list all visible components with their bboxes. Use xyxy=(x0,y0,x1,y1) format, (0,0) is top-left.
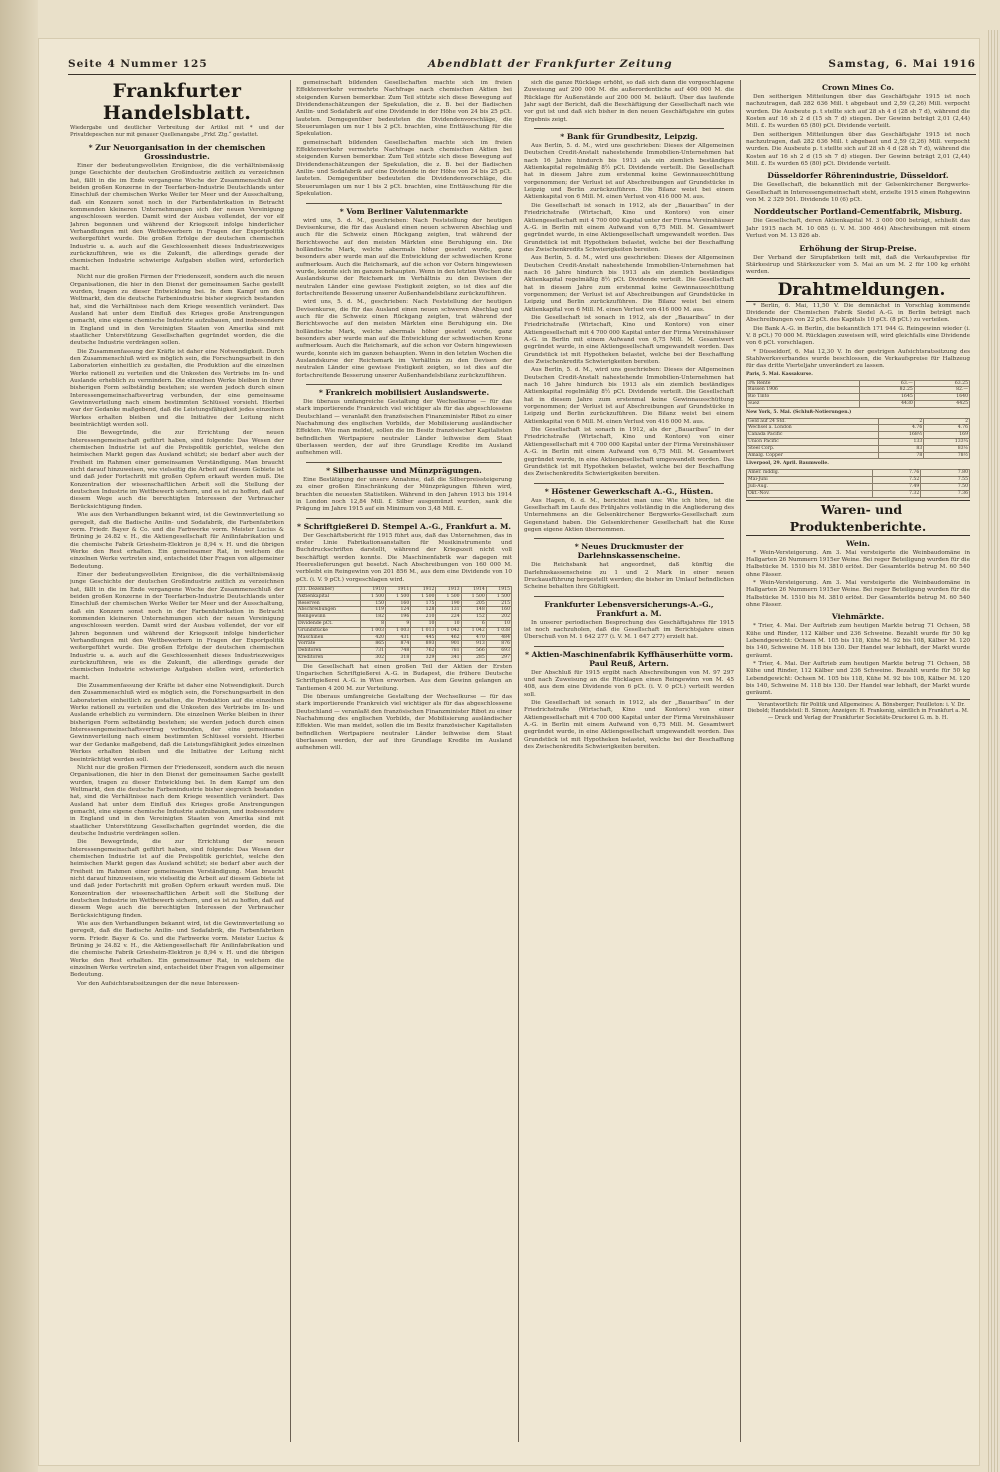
table-row xyxy=(747,452,970,459)
liverpool-cotton-table xyxy=(746,469,970,497)
table-cell: 470 xyxy=(461,634,486,641)
table-header-cell: 1914 xyxy=(461,586,486,593)
article-paragraph: Wie aus den Verhandlungen bekannt wird, ist die Gewinnverteilung so geregelt, daß die Badische Anilin- und Sodafabrik, die Farbenfabriken vorm. Friedr. Bayer & Co. und die Farbwerke vorm. Meister Lucius & Brüning je 24.82 v. H., die Aktiengesellschaft für Anilinfabrikation und die chemische Fabrik Griesheim-Elektron je 8,94 v. H. und die übrigen Werke den Rest erhalten. Ein gemeinsamer Rat, in welchem die einzelnen Werke vertreten sind, entscheidet über Fragen von allgemeiner Bedeutung. xyxy=(70,512,284,570)
article-paragraph: Der Abschluß für 1915 ergibt nach Abschreibungen von M. 97 297 und nach Zuweisung an die Rücklagen einen Reingewinn von M. 45 408, aus dem eine Dividende von 6 pCt. (i. V. 0 pCt.) verteilt werden soll. xyxy=(524,669,734,698)
table-cell: 431 xyxy=(386,634,411,641)
table-cell: Maschinen xyxy=(297,634,361,641)
article-divider xyxy=(534,483,724,484)
article-paragraph: Die Reichsbank hat angeordnet, daß künftig die Darlehnskassenscheine zu 1 und 2 Mark in einer neuen Druckausführung hergestellt werden; die bisher im Umlauf befindlichen Scheine behalten ihre Gültigkeit. xyxy=(524,562,734,591)
article-paragraph: Die überaus umfangreiche Gestaltung der Wechselkurse — für das stark importierende Frankreich viel wichtiger als für das abgeschlossene Deutschland — veranlaßt den französischen Finanzminister Ribot zu einer Nachahmung des englischen Vorbilds, der Mobilisierung ausländischer Effekten. Wie man meldet, sollen die im Besitz französischer Kapitalisten befindlichen Wertpapiere neutraler Länder leihweise dem Staat überlassen werden, der auf ihre Grundlage Kredite im Ausland aufnehmen will. xyxy=(296,399,512,457)
table-row xyxy=(747,490,970,497)
table-cell: 190 xyxy=(436,600,461,607)
table-cell: 1 500 xyxy=(461,593,486,600)
table-row xyxy=(297,600,512,607)
table-cell: Mai-Juni xyxy=(747,477,873,484)
article-paragraph: Die Zusammenfassung der Kräfte ist daher eine Notwendigkeit. Durch den Zusammenschluß wird es möglich sein, die Forschungsarbeit in den Laboratorien einheitlich zu gestalten, die Produktion auf die einzelnen Werke rationell zu verteilen und die Unkosten des Vertriebs im In- und Auslande erheblich zu vermindern. Die einzelnen Werke bleiben in ihrer bisherigen Form selbständig bestehen; sie werden jedoch durch einen Interessengemeinschaftsvertrag verbunden, der eine gemeinsame Gewinnverteilung nach einem bestimmten Schlüssel vorsieht. Hierbei war der Gedanke maßgebend, daß die Leistungsfähigkeit jedes einzelnen Werkes erhalten bleiben und die Initiative der Leitung nicht beeinträchtigt werden soll. xyxy=(70,683,284,763)
table-cell: 169 xyxy=(924,432,970,439)
table-cell: 1 500 xyxy=(386,593,411,600)
table-row xyxy=(747,387,970,394)
article-paragraph: Die Zusammenfassung der Kräfte ist daher eine Notwendigkeit. Durch den Zusammenschluß wird es möglich sein, die Forschungsarbeit in den Laboratorien einheitlich zu gestalten, die Produktion auf die einzelnen Werke rationell zu verteilen und die Unkosten des Vertriebs im In- und Auslande erheblich zu vermindern. Die einzelnen Werke bleiben in ihrer bisherigen Form selbständig bestehen; sie werden jedoch durch einen Interessengemeinschaftsvertrag verbunden, der eine gemeinsame Gewinnverteilung nach einem bestimmten Schlüssel vorsieht. Hierbei war der Gedanke maßgebend, daß die Leistungsfähigkeit jedes einzelnen Werkes erhalten bleiben und die Initiative der Leitung nicht beeinträchtigt werden soll. xyxy=(70,348,284,429)
table-cell: 1 500 xyxy=(411,593,436,600)
table-cell: 762 xyxy=(411,648,436,655)
market-title: Liverpool, 29. April. Baumwolle. xyxy=(746,461,829,467)
article-paragraph: Der Geschäftsbericht für 1915 führt aus, daß das Unternehmen, das in erster Linie Fabrikationsanstalten für Musikinstrumente und Buchdruckschriften darstellt, während der Kriegszeit nicht voll beschäftigt werden konnte. Die Maschinenfabrik war dagegen mit Heereslieferungen gut besetzt. Nach Abschreibungen von 160 000 M. verbleibt ein Reingewinn von 201 856 M., aus dem eine Dividende von 10 pCt. (i. V. 9 pCt.) vorgeschlagen wird. xyxy=(296,532,512,583)
table-row xyxy=(747,425,970,432)
book-binding xyxy=(0,0,38,1472)
table-cell: 731 xyxy=(360,648,385,655)
table-cell: 1645 xyxy=(859,394,914,401)
newspaper-title: Abendblatt der Frankfurter Zeitung xyxy=(428,58,673,70)
table-cell: Reingewinn xyxy=(297,614,361,621)
table-cell: 7.49 xyxy=(872,483,921,490)
table-cell: Rio Tinto xyxy=(747,394,860,401)
table-cell: Dividende pCt. xyxy=(297,620,361,627)
table-cell: 196 xyxy=(386,614,411,621)
table-cell: 6 xyxy=(461,620,486,627)
table-header-cell: 1911 xyxy=(386,586,411,593)
article-paragraph: Einer der bedeutungsvollsten Ereignisse, die die verhältnismässig junge Geschichte der deutschen Großindustrie zeitlich zu verzeichnen hat, fällt in die im Ende vergangene Woche der Zusammenschluß der beiden großen Konzerne in der Teerfarben-Industrie Deutschlands unter Einschluß der chemischen Werke Weiler ter Meer und der Ausschaltung, daß ein Konzern sonst noch in der Farbenfabrikation in Betracht kommenden kleineren Unternehmungen sich der neuen Vereinigung angeschlossen werden. Damit wird der Ausbau vollendet, der vor elf Jahren begonnen und während der Kriegszeit infolge hinderlicher Verhandlungen mit den Wettbewerbern in Fragen der Exportpolitik weitergeführt wurde. Die großen Erfolge der deutschen chemischen Industrie u. a. auch auf die Geschlossenheit dieses Industriezweiges zurückzuführen, wie es die Zukunft, die allerdings gerade der chemischen Industrie schwierige Aufgaben stellen wird, erforderlich macht. xyxy=(70,571,284,681)
table-cell: Russen 1906 xyxy=(747,387,860,394)
article-paragraph: Aus Hagen, 6. d. M., berichtet man uns: Wie ich höre, ist die Gesellschaft im Laufe des Frühjahrs vollständig in die Angliederung des Unternehmens an die Gelsenkirchener Bergwerks-Gesellschaft zum Gegenstand haben. Die Gelsenkirchener Gesellschaft hat die Kuxe gegen eigene Aktien übernommen. xyxy=(524,497,734,533)
page-edge xyxy=(988,30,1000,1472)
article-divider xyxy=(534,538,724,539)
table-cell: Abschreibungen xyxy=(297,607,361,614)
article-heading: * Aktien-Maschinenfabrik Kyffhäuserhütte vorm. Paul Reuß, Artern. xyxy=(524,649,734,668)
table-cell: 133 xyxy=(878,439,924,446)
table-cell: 210 xyxy=(411,614,436,621)
table-cell: Grundstücke xyxy=(297,627,361,634)
article-paragraph: Eine Bestätigung der unsere Annahme, daß die Silberpreissteigerung zu einer großen Einschränkung der Münzprägungen führen wird, brachten die neuesten Statistiken. Während in den Jahren 1913 bis 1914 in London noch 12,84 Mill. £ Silber ausgemünzt wurden, sank die Prägung im Jahre 1915 auf ein Minimum von 3,48 Mill. £. xyxy=(296,476,512,513)
table-cell: 215 xyxy=(486,600,511,607)
table-cell: 83⅛ xyxy=(924,445,970,452)
table-cell: 78½ xyxy=(924,452,970,459)
table-cell: 10 xyxy=(486,620,511,627)
imprint-footer: Verantwortlich: für Politik und Allgemeines: A. Bönsberger; Feuilleton: i. V. Dr. Diebold; Handelsteil: B. Simon; Anzeigen: H. Frankenig, sämtlich in Frankfurt a. M. — Druck und Verlag der Frankfurter Societäts-Druckerei G. m. b. H. xyxy=(746,699,970,722)
section-heading-warenberichte: Waren- und Produktenberichte. xyxy=(746,500,970,536)
table-cell: 2 xyxy=(924,418,970,425)
table-header-row xyxy=(297,586,512,593)
table-header-cell: 1910 xyxy=(360,586,385,593)
table-cell: 781 xyxy=(436,648,461,655)
table-cell: 297 xyxy=(486,654,511,661)
table-cell: 124 xyxy=(386,607,411,614)
table-cell: 2 xyxy=(878,418,924,425)
table-header-cell: 1915 xyxy=(486,586,511,593)
article-paragraph: Die Bewegründe, die zur Errichtung der neuen Interessengemeinschaft geführt haben, sind folgende: Das Wesen der chemischen Industrie ist auf die Preispolitik gerichtet, welche den heimischen Markt gegen das Ausland schützt; sie bedarf aber auch der Freiheit im Rahmen einer gemeinsamen Verständigung. Man braucht nicht darauf hinzuweisen, wie vielseitig die Arbeit auf diesem Gebiete ist und daß jeder Fortschritt mit großen Opfern erkauft werden muß. Die Konzentration der wissenschaftlichen Arbeit soll die Stellung der deutschen Industrie im Wettbewerb sichern, und es ist zu hoffen, daß auf diesem Wege auch die berechtigten Interessen der Verbraucher Berücksichtigung finden. xyxy=(70,430,284,510)
table-cell: Union Pacific xyxy=(747,439,879,446)
table-cell: 83 xyxy=(878,445,924,452)
table-cell: 133¼ xyxy=(924,439,970,446)
table-row xyxy=(297,641,512,648)
table-cell: 8 xyxy=(360,620,385,627)
table-cell: 7.76 xyxy=(872,470,921,477)
table-cell: 202 xyxy=(486,614,511,621)
table-cell: 3% Rente xyxy=(747,380,860,387)
table-cell: Aktienkapital xyxy=(297,593,361,600)
table-row xyxy=(297,593,512,600)
article-paragraph: Die Gesellschaft ist sonach in 1912, als der „Bauaribau“ in der Friedrichstraße (Wirtschaft, Kino und Kontore) von einer Aktiengesellschaft mit 4 700 000 Kapital unter der Firma Vereinshäuser A.-G. in Berlin mit einem Aufwand von 6,75 Mill. M. Gesamtwert gegründet wurde, in eine Aktiengesellschaft umgewandelt worden. Das Grundstück ist mit Hypotheken belastet, welche bei der Beschaffung des Zwischenkredits Schwierigkeiten bereiten. xyxy=(524,314,734,366)
table-cell: 1 500 xyxy=(360,593,385,600)
table-cell: Debitoren xyxy=(297,648,361,655)
article-heading: Crown Mines Co. xyxy=(822,83,894,92)
table-cell: Wechsel a. London xyxy=(747,425,879,432)
table-cell: 1640 xyxy=(914,394,969,401)
table-cell: 9 xyxy=(386,620,411,627)
table-cell: 341 xyxy=(436,654,461,661)
table-cell: 748 xyxy=(386,648,411,655)
table-row xyxy=(297,620,512,627)
table-row xyxy=(747,470,970,477)
table-cell: 1 003 xyxy=(386,627,411,634)
table-cell: 205 xyxy=(461,600,486,607)
article-heading: Erhöhung der Sirup-Preise. xyxy=(799,243,917,253)
table-cell: 420 xyxy=(360,634,385,641)
table-cell: Steel Corp. xyxy=(747,445,879,452)
table-cell: 876 xyxy=(486,641,511,648)
article-heading: * Frankreich mobilisiert Auslandswerte. xyxy=(318,388,490,398)
article-heading: * Neues Druckmuster der Darlehnskassenscheine. xyxy=(574,542,684,561)
table-cell: 7.50 xyxy=(921,483,970,490)
paris-quotes-table xyxy=(746,380,970,408)
table-cell: Juli-Aug. xyxy=(747,483,873,490)
article-heading: Düsseldorfer Röhrenindustrie, Düsseldorf. xyxy=(767,171,949,181)
article-paragraph: Nicht nur die großen Firmen der Friedenszeit, sondern auch die neuen Organisationen, die hier in den Dienst der gemeinsamen Sache gestellt wurden, tragen zu dieser Entwicklung bei. In dem Kampf um den Weltmarkt, den die deutsche Farbenindustrie bisher siegreich bestanden hat, sind die Verhältnisse nach dem Kriege wesentlich verändert. Das Ausland hat unter dem Einfluß des Krieges große Anstrengungen gemacht, eine eigene chemische Industrie aufzubauen, und insbesondere in England und in den Vereinigten Staaten von Amerika sind mit staatlicher Unterstützung Gesellschaften gegründet worden, die die deutsche Industrie verdrängen sollen. xyxy=(70,274,284,347)
article-heading: * Bank für Grundbesitz, Leipzig. xyxy=(560,132,698,142)
newyork-quotes-table xyxy=(746,418,970,460)
table-cell: 10 xyxy=(411,620,436,627)
market-title: New York, 5. Mai. (Schluß-Notierungen.) xyxy=(746,409,852,415)
table-cell: 285 xyxy=(461,654,486,661)
table-cell: 78 xyxy=(878,452,924,459)
table-cell: 484 xyxy=(486,634,511,641)
table-row xyxy=(747,418,970,425)
table-cell: Reserven xyxy=(297,600,361,607)
article-heading: * Schriftgießerei D. Stempel A.-G., Frankfurt a. M. xyxy=(296,521,511,531)
article-heading: * Silberhausse und Münzprägungen. xyxy=(326,465,482,475)
article-paragraph: * Berlin, 6. Mai, 11,50 V. Die demnächst in Vorschlag kommende Dividende der Chemischen Fabrik Siedel A.-G. in Berlin beträgt nach Abschreibungen von 22 pCt. des Kapitals 10 pCt. (8 pCt.) zu verteilen. xyxy=(746,302,970,324)
table-row xyxy=(297,614,512,621)
article-paragraph: Die Bank A.-G. in Berlin, die bekanntlich 171 944 G. Reingewinn wieder (i. V. 8 pCt.) 70 000 M. Rücklagen zuweisen will, wird gleichfalls eine Dividende von 6 pCt. vorschlagen. xyxy=(746,325,970,347)
table-cell: 4.76 xyxy=(878,425,924,432)
article-paragraph: Aus Berlin, 5. d. M., wird uns geschrieben: Dieses der Allgemeinen Deutschen Credit-Anstalt nahestehende Immobilien-Unternehmen hat nach 16 Jahre hindurch bis 1913 als ein ziemlich beständiges Aktienkapital regelmäßig 8½ pCt. Dividende verteilt. Die Gesellschaft hat in diesem Jahre zum erstenmal keine Gewinnausschüttung vorgenommen; der Verlust ist auf Abschreibungen auf Grundstücke in Leipzig und Berlin zurückzuführen. Die Bilanz weist bei einem Aktienkapital von 6 Mill. M. einen Verlust von 416 000 M. aus. xyxy=(524,143,734,201)
table-cell: 160 xyxy=(486,607,511,614)
balance-table xyxy=(296,586,512,662)
table-row xyxy=(297,627,512,634)
table-cell: Suez xyxy=(747,400,860,407)
table-row xyxy=(747,445,970,452)
table-cell: 82.25 xyxy=(859,387,914,394)
table-cell: 329 xyxy=(411,654,436,661)
table-cell: 1 003 xyxy=(360,627,385,634)
column-rule xyxy=(740,80,741,1442)
table-cell: 128 xyxy=(411,607,436,614)
table-cell: 1 013 xyxy=(411,627,436,634)
article-paragraph: Die Gesellschaft, die bekanntlich mit der Gelsenkirchener Bergwerks-Gesellschaft in Interessengemeinschaft steht, erzielte 1915 einen Rohgewinn von M. 2 329 501. Dividende 10 (6) pCt. xyxy=(746,182,970,204)
article-divider xyxy=(306,384,502,385)
table-cell: 901 xyxy=(436,641,461,648)
table-cell: 1 042 xyxy=(461,627,486,634)
article-paragraph: Den seitherigen Mitteilungen über das Geschäftsjahr 1915 ist noch nachzutragen, daß 282 636 Mill. t abgebaut und 2,59 (2,26) Mill. verpocht wurden. Die Ausbeute p. t stellte sich auf 28 sh 4 d (28 sh 7 d), während die Kosten auf 16 sh 2 d (15 sh 7 d) stiegen. Der Gewinn beträgt 2,01 (2,44) Mill. £. Es wurden 65 (80) pCt. Dividende verteilt. xyxy=(746,131,970,168)
table-cell: 566 xyxy=(461,648,486,655)
table-cell: 693 xyxy=(486,648,511,655)
article-heading: Norddeutscher Portland-Cementfabrik, Misburg. xyxy=(753,207,963,217)
article-paragraph: Einer der bedeutungsvollsten Ereignisse, die die verhältnismässig junge Geschichte der deutschen Großindustrie zeitlich zu verzeichnen hat, fällt in die im Ende vergangene Woche der Zusammenschluß der beiden großen Konzerne in der Teerfarben-Industrie Deutschlands unter Einschluß der chemischen Werke Weiler ter Meer und der Ausschaltung, daß ein Konzern sonst noch in der Farbenfabrikation in Betracht kommenden kleineren Unternehmungen sich der neuen Vereinigung angeschlossen werden. Damit wird der Ausbau vollendet, der vor elf Jahren begonnen und während der Kriegszeit infolge hinderlicher Verhandlungen mit den Wettbewerbern in Fragen der Exportpolitik weitergeführt wurde. Die großen Erfolge der deutschen chemischen Industrie u. a. auch auf die Geschlossenheit dieses Industriezweiges zurückzuführen, wie es die Zukunft, die allerdings gerade der chemischen Industrie schwierige Aufgaben stellen wird, erforderlich macht. xyxy=(70,163,284,272)
table-body xyxy=(297,593,512,661)
table-cell: 150 xyxy=(360,600,385,607)
table-row xyxy=(747,400,970,407)
table-header-cell: 1912 xyxy=(411,586,436,593)
table-cell: Amalg. Copper xyxy=(747,452,879,459)
section-masthead: Frankfurter Handelsblatt. xyxy=(102,80,252,124)
article-divider xyxy=(306,203,502,204)
table-header-cell: (31. Dezember) xyxy=(297,586,361,593)
article-paragraph: Wie aus den Verhandlungen bekannt wird, ist die Gewinnverteilung so geregelt, daß die Badische Anilin- und Sodafabrik, die Farbenfabriken vorm. Friedr. Bayer & Co. und die Farbwerke vorm. Meister Lucius & Brüning je 24.82 v. H., die Aktiengesellschaft für Anilinfabrikation und die chemische Fabrik Griesheim-Elektron je 8,94 v. H. und die übrigen Werke den Rest erhalten. Ein gemeinsamer Rat, in welchem die einzelnen Werke vertreten sind, entscheidet über Fragen von allgemeiner Bedeutung. xyxy=(70,921,284,979)
article-paragraph: Der Verband der Sirupfabriken teilt mit, daß die Verkaufspreise für Stärkesirup und Stärkezucker vom 5. Mai an um M. 2 für 100 kg erhöht werden. xyxy=(746,254,970,276)
article-paragraph: Die Bewegründe, die zur Errichtung der neuen Interessengemeinschaft geführt haben, sind folgende: Das Wesen der chemischen Industrie ist auf die Preispolitik gerichtet, welche den heimischen Markt gegen das Ausland schützt; sie bedarf aber auch der Freiheit im Rahmen einer gemeinsamen Verständigung. Man braucht nicht darauf hinzuweisen, wie vielseitig die Arbeit auf diesem Gebiete ist und daß jeder Fortschritt mit großen Opfern erkauft werden muß. Die Konzentration der wissenschaftlichen Arbeit soll die Stellung der deutschen Industrie im Wettbewerb sichern, und es ist zu hoffen, daß auf diesem Wege auch die berechtigten Interessen der Verbraucher Berücksichtigung finden. xyxy=(70,839,284,919)
table-row xyxy=(297,634,512,641)
article-heading: * Höstener Gewerkschaft A.-G., Hüsten. xyxy=(544,486,714,496)
table-cell: 302 xyxy=(360,654,385,661)
article-paragraph: wird uns, 5. d. M., geschrieben: Nach Feststellung der heutigen Devisenkurse, die für das Ausland einen neuen schweren Abschlag und auch für die Schweiz einen Rückgang zeigten, trat während der Berichtswoche auf den meisten Märkten eine Beruhigung ein. Die holländische Mark, welche abermals höher gesetzt wurde, ganz besonders aber wurde man auf die Entwicklung der schwedischen Krone aufmerksam. Auch die Reichsmark, auf die schon vor Ostern hingewiesen wurde, konnte sich im ganzen behaupten. Wenn in den letzten Wochen die Auslandskurse der Reichsmark im Verhältnis zu den Devisen der neutralen Länder eine gewisse Festigkeit zeigten, so ist dies auf die fortschreitende Besserung unserer Außenhandelsbilanz zurückzuführen. xyxy=(296,299,512,379)
article-paragraph: gemeinschaft bildenden Gesellschaften machte sich im freien Effektenverkehr vermehrte Nachfrage nach chemischen Aktien bei steigenden Kursen bemerkbar. Zum Teil stützte sich diese Bewegung auf Dividendenschätzungen der Spekulation, die z. B. bei der Badischen Anilin- und Sodafabrik auf eine Dividende in der Höhe von 24 bis 25 pCt. lauteten. Demgegenüber bedeuteten die Dividendenvorschläge, die Steuerumlagen um nur 1 bis 2 pCt. brachten, eine Enttäuschung für die Spekulation. xyxy=(296,80,512,138)
article-heading: Frankfurter Lebensversicherungs-A.-G., Frankfurt a. M. xyxy=(544,599,714,618)
table-cell: 1 500 xyxy=(436,593,461,600)
table-row xyxy=(297,648,512,655)
table-cell: 1 500 xyxy=(486,593,511,600)
article-divider xyxy=(534,128,724,129)
table-cell: 168½ xyxy=(878,432,924,439)
article-paragraph: * Wein-Versteigerung. Am 3. Mai versteigerte die Weinbaudomäne in Hallgarten 26 Nummern 1915er Weine. Bei reger Beteiligung wurden für die Halbstücke M. 1510 bis M. 3810 erlöst. Der Gesamterlös betrug M. 60 540 ohne Fässer. xyxy=(746,549,970,578)
table-cell: 4430 xyxy=(859,400,914,407)
article-paragraph: Vor den Aufsichtsratssitzungen der die neue Interessen- xyxy=(77,980,240,987)
article-paragraph: Die Gesellschaft ist sonach in 1912, als der „Bauaribau“ in der Friedrichstraße (Wirtschaft, Kino und Kontore) von einer Aktiengesellschaft mit 4 700 000 Kapital unter der Firma Vereinshäuser A.-G. in Berlin mit einem Aufwand von 6,75 Mill. M. Gesamtwert gegründet wurde, in eine Aktiengesellschaft umgewandelt worden. Das Grundstück ist mit Hypotheken belastet, welche bei der Beschaffung des Zwischenkredits Schwierigkeiten bereiten. xyxy=(524,427,734,478)
article-divider xyxy=(534,596,724,597)
article-paragraph: * Trier, 4. Mai. Der Auftrieb zum heutigen Markte betrug 71 Ochsen, 58 Kühe und Rinder, 112 Kälber und 236 Schweine. Bezahlt wurde für 50 kg Lebendgewicht: Ochsen M. 105 bis 118, Kühe M. 92 bis 108, Kälber M. 120 bis 140, Schweine M. 118 bis 130. Der Handel war lebhaft, der Markt wurde geräumt. xyxy=(746,660,970,697)
column-3 xyxy=(524,80,734,1442)
table-cell: Okt.-Nov. xyxy=(747,490,873,497)
article-paragraph: Aus Berlin, 5. d. M., wird uns geschrieben: Dieses der Allgemeinen Deutschen Credit-Anstalt nahestehende Immobilien-Unternehmen hat nach 16 Jahre hindurch bis 1913 als ein ziemlich beständiges Aktienkapital regelmäßig 8½ pCt. Dividende verteilt. Die Gesellschaft hat in diesem Jahre zum erstenmal keine Gewinnausschüttung vorgenommen; der Verlust ist auf Abschreibungen auf Grundstücke in Leipzig und Berlin zurückzuführen. Die Bilanz weist bei einem Aktienkapital von 6 Mill. M. einen Verlust von 416 000 M. aus. xyxy=(524,255,734,313)
table-cell: 4425 xyxy=(914,400,969,407)
table-cell: 119 xyxy=(360,607,385,614)
article-paragraph: wird uns, 5. d. M., geschrieben: Nach Feststellung der heutigen Devisenkurse, die für das Ausland einen neuen schweren Abschlag und auch für die Schweiz einen Rückgang zeigten, trat während der Berichtswoche auf den meisten Märkten eine Beruhigung ein. Die holländische Mark, welche abermals höher gesetzt wurde, ganz besonders aber wurde man auf die Entwicklung der schwedischen Krone aufmerksam. Auch die Reichsmark, auf die schon vor Ostern hingewiesen wurde, konnte sich im ganzen behaupten. Wenn in den letzten Wochen die Auslandskurse der Reichsmark im Verhältnis zu den Devisen der neutralen Länder eine gewisse Festigkeit zeigten, so ist dies auf die fortschreitende Besserung unserer Außenhandelsbilanz zurückzuführen. xyxy=(296,217,512,297)
table-cell: 893 xyxy=(411,641,436,648)
table-cell: 152 xyxy=(461,614,486,621)
table-cell: 462 xyxy=(436,634,461,641)
table-cell: 7.32 xyxy=(872,490,921,497)
article-paragraph: Die Gesellschaft ist sonach in 1912, als der „Bauaribau“ in der Friedrichstraße (Wirtschaft, Kino und Kontore) von einer Aktiengesellschaft mit 4 700 000 Kapital unter der Firma Vereinshäuser A.-G. in Berlin mit einem Aufwand von 6,75 Mill. M. Gesamtwert gegründet wurde, in eine Aktiengesellschaft umgewandelt worden. Das Grundstück ist mit Hypotheken belastet, welche bei der Beschaffung des Zwischenkredits Schwierigkeiten bereiten. xyxy=(524,202,734,253)
article-paragraph: Aus Berlin, 5. d. M., wird uns geschrieben: Dieses der Allgemeinen Deutschen Credit-Anstalt nahestehende Immobilien-Unternehmen hat nach 16 Jahre hindurch bis 1913 als ein ziemlich beständiges Aktienkapital regelmäßig 8½ pCt. Dividende verteilt. Die Gesellschaft hat in diesem Jahre zum erstenmal keine Gewinnausschüttung vorgenommen; der Verlust ist auf Abschreibungen auf Grundstücke in Leipzig und Berlin zurückzuführen. Die Bilanz weist bei einem Aktienkapital von 6 Mill. M. einen Verlust von 416 000 M. aus. xyxy=(524,367,734,425)
table-row xyxy=(747,380,970,387)
table-cell: 1 042 xyxy=(436,627,461,634)
table-cell: Vorräte xyxy=(297,641,361,648)
table-row xyxy=(747,483,970,490)
column-rule xyxy=(518,80,519,1442)
masthead-note: Wiedergabe und deutlicher Verbreitung der Artikel mit * und der Privatdepeschen nur mit genauer Quellenangabe „Frkf. Ztg.“ gestattet. xyxy=(70,125,284,138)
page-number: Seite 4 Nummer 125 xyxy=(68,58,208,70)
article-paragraph: Die Gesellschaft, deren Aktienkapital M. 3 000 000 beträgt, schließt das Jahr 1915 nach M. 10 085 (i. V. M. 300 464) Abschreibungen mit einem Verlust von M. 13 826 ab. xyxy=(746,218,970,240)
article-paragraph: Die Gesellschaft ist sonach in 1912, als der „Bauaribau“ in der Friedrichstraße (Wirtschaft, Kino und Kontore) von einer Aktiengesellschaft mit 4 700 000 Kapital unter der Firma Vereinshäuser A.-G. in Berlin mit einem Aufwand von 6,75 Mill. M. Gesamtwert gegründet wurde, in eine Aktiengesellschaft umgewandelt worden. Das Grundstück ist mit Hypotheken belastet, welche bei der Beschaffung des Zwischenkredits Schwierigkeiten bereiten. xyxy=(524,700,734,751)
table-row xyxy=(297,607,512,614)
table-cell: 10 xyxy=(436,620,461,627)
article-paragraph: Die überaus umfangreiche Gestaltung der Wechselkurse — für das stark importierende Frankreich viel wichtiger als für das abgeschlossene Deutschland — veranlaßt den französischen Finanzminister Ribot zu einer Nachahmung des englischen Vorbilds, der Mobilisierung ausländischer Effekten. Wie man meldet, sollen die im Besitz französischer Kapitalisten befindlichen Wertpapiere neutraler Länder leihweise dem Staat überlassen werden, der auf ihre Grundlage Kredite im Ausland aufnehmen will. xyxy=(296,694,512,752)
table-cell: 913 xyxy=(461,641,486,648)
table-cell: 131 xyxy=(436,607,461,614)
table-cell: 182 xyxy=(360,614,385,621)
table-cell: 865 xyxy=(360,641,385,648)
article-divider xyxy=(306,462,502,463)
table-cell: 7.36 xyxy=(921,490,970,497)
article-title: * Zur Neuorganisation in der chemischen Grossindustrie. xyxy=(88,143,266,161)
table-cell: 160 xyxy=(386,600,411,607)
table-row xyxy=(747,432,970,439)
column-4 xyxy=(746,80,970,1442)
column-1 xyxy=(70,80,284,1442)
article-paragraph: gemeinschaft bildenden Gesellschaften machte sich im freien Effektenverkehr vermehrte Nachfrage nach chemischen Aktien bei steigenden Kursen bemerkbar. Zum Teil stützte sich diese Bewegung auf Dividendenschätzungen der Spekulation, die z. B. bei der Badischen Anilin- und Sodafabrik auf eine Dividende in der Höhe von 24 bis 25 pCt. lauteten. Demgegenüber bedeuteten die Dividendenvorschläge, die Steuerumlagen um nur 1 bis 2 pCt. brachten, eine Enttäuschung für die Spekulation. xyxy=(296,139,512,198)
article-paragraph: Die Gesellschaft hat einen großen Teil der Aktien der Ersten Ungarischen Schriftgießerei A.-G. in Budapest, die frühere Deutsche Schriftgießerei A.-G. in Wien erworben. Aus dem Gewinn gelangen an Tantiemen 4 200 M. zur Verteilung. xyxy=(296,663,512,692)
article-paragraph: * Wein-Versteigerung. Am 3. Mai versteigerte die Weinbaudomäne in Hallgarten 26 Nummern 1915er Weine. Bei reger Beteiligung wurden für die Halbstücke M. 1510 bis M. 3810 erlöst. Der Gesamterlös betrug M. 60 540 ohne Fässer. xyxy=(746,579,970,608)
article-paragraph: * Düsseldorf, 6. Mai 12,30 V. In der gestrigen Aufsichtsratssitzung des Stahlwerksverbandes wurde beschlossen, die Verkaufspreise für Halbzeug für das dritte Vierteljahr unverändert zu lassen. xyxy=(746,348,970,370)
column-rule xyxy=(290,80,291,1442)
article-heading: * Vom Berliner Valutenmarkte xyxy=(339,206,469,216)
article-paragraph: In unserer periodischen Besprechung des Geschäftsjahres für 1915 ist noch nachzuholen, daß die Gesellschaft im Berichtsjahre einen Überschuß von M. 1 642 277 (i. V. M. 1 647 277) erzielt hat. xyxy=(524,619,734,641)
table-cell: 63.— xyxy=(859,380,914,387)
table-cell: 7.80 xyxy=(921,470,970,477)
table-cell: 318 xyxy=(386,654,411,661)
table-cell: 445 xyxy=(411,634,436,641)
table-cell: 175 xyxy=(411,600,436,607)
table-cell: Canada Pacific xyxy=(747,432,879,439)
section-heading-drahtmeldungen: Drahtmeldungen. xyxy=(746,278,970,302)
table-row xyxy=(747,477,970,484)
article-paragraph: Nicht nur die großen Firmen der Friedenszeit, sondern auch die neuen Organisationen, die hier in den Dienst der gemeinsamen Sache gestellt wurden, tragen zu dieser Entwicklung bei. In dem Kampf um den Weltmarkt, den die deutsche Farbenindustrie bisher siegreich bestanden hat, sind die Verhältnisse nach dem Kriege wesentlich verändert. Das Ausland hat unter dem Einfluß des Krieges große Anstrengungen gemacht, eine eigene chemische Industrie aufzubauen, und insbesondere in England und in den Vereinigten Staaten von Amerika sind mit staatlicher Unterstützung Gesellschaften gegründet worden, die die deutsche Industrie verdrängen sollen. xyxy=(70,764,284,837)
table-cell: 4.76 xyxy=(924,425,970,432)
table-cell: 63.25 xyxy=(914,380,969,387)
issue-date: Samstag, 6. Mai 1916 xyxy=(828,58,976,70)
table-header-cell: 1913 xyxy=(436,586,461,593)
table-cell: 7.52 xyxy=(872,477,921,484)
article-divider xyxy=(306,518,502,519)
table-cell: 874 xyxy=(386,641,411,648)
table-cell: Geld auf 24 Std. xyxy=(747,418,879,425)
table-row xyxy=(747,439,970,446)
column-2 xyxy=(296,80,512,1442)
table-cell: 1 038 xyxy=(486,627,511,634)
subsection-heading: Viehmärkte. xyxy=(831,612,885,622)
table-cell: 224 xyxy=(436,614,461,621)
table-cell: Amer. mddlg. xyxy=(747,470,873,477)
page-header xyxy=(68,56,976,75)
table-cell: 148 xyxy=(461,607,486,614)
table-cell: Kreditoren xyxy=(297,654,361,661)
article-divider xyxy=(534,646,724,647)
article-paragraph: sich die ganze Rücklage erhöht, so daß sich dann die vorgeschlagene Zuweisung auf 200 000 M. die außerordentliche auf 400 000 M. die Rücklage für Außenstände auf 200 000 M. beläuft. Über das laufende Jahr sagt der Bericht, daß die Beschäftigung der Gesellschaft nach wie vor gut ist und daß sich bisher in den neuen Geschäftsjahre ein gutes Ergebnis zeigt. xyxy=(524,80,734,123)
market-title: Paris, 5. Mai. Kassakurse. xyxy=(746,371,813,377)
article-paragraph: * Trier, 4. Mai. Der Auftrieb zum heutigen Markte betrug 71 Ochsen, 58 Kühe und Rinder, 112 Kälber und 236 Schweine. Bezahlt wurde für 50 kg Lebendgewicht: Ochsen M. 105 bis 118, Kühe M. 92 bis 108, Kälber M. 120 bis 140, Schweine M. 118 bis 130. Der Handel war lebhaft, der Markt wurde geräumt. xyxy=(746,623,970,659)
table-cell: 82.— xyxy=(914,387,969,394)
subsection-heading: Wein. xyxy=(846,538,870,548)
table-row xyxy=(297,654,512,661)
article-paragraph: Den seitherigen Mitteilungen über das Geschäftsjahr 1915 ist noch nachzutragen, daß 282 636 Mill. t abgebaut und 2,59 (2,26) Mill. verpocht wurden. Die Ausbeute p. t stellte sich auf 28 sh 4 d (28 sh 7 d), während die Kosten auf 16 sh 2 d (15 sh 7 d) stiegen. Der Gewinn beträgt 2,01 (2,44) Mill. £. Es wurden 65 (80) pCt. Dividende verteilt. xyxy=(746,94,970,130)
table-cell: 7.55 xyxy=(921,477,970,484)
table-row xyxy=(747,394,970,401)
